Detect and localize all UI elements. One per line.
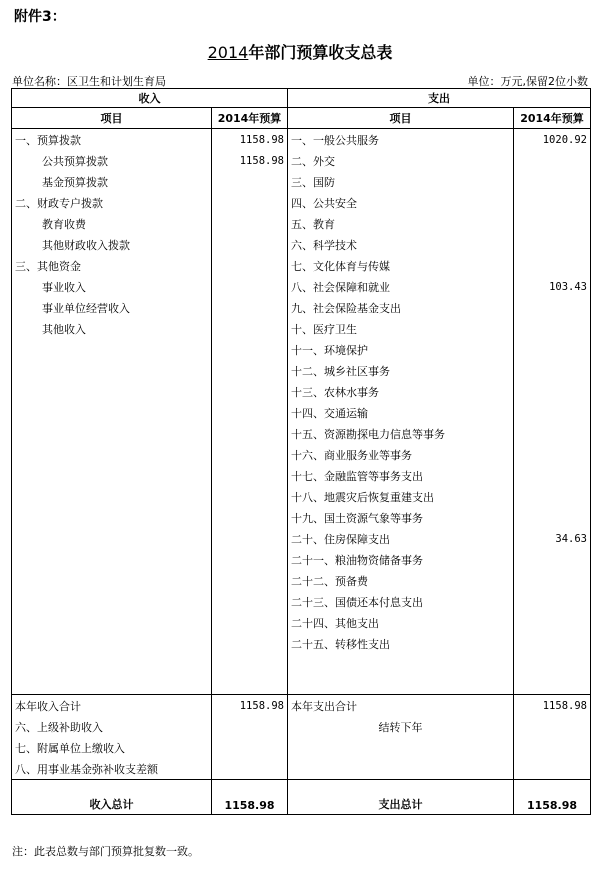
expense-total-label: 支出总计 [288, 780, 514, 815]
expense-item: 八、社会保障和就业 [288, 276, 514, 297]
table-row [12, 192, 591, 213]
income-item: 六、上级补助收入 [12, 716, 212, 737]
table-row [12, 444, 591, 465]
table-row [12, 381, 591, 402]
income-value [212, 737, 288, 758]
income-item [12, 612, 212, 633]
income-item [12, 360, 212, 381]
income-item [12, 591, 212, 612]
blank-cell [12, 654, 212, 695]
income-value: 1158.98 [212, 150, 288, 171]
income-value [212, 339, 288, 360]
expense-value [514, 716, 591, 737]
expense-item: 二十一、粮油物资储备事务 [288, 549, 514, 570]
table-row [12, 716, 591, 737]
expense-item [288, 737, 514, 758]
title-text: 年部门预算收支总表 [248, 43, 393, 62]
table-row [12, 213, 591, 234]
page-title [0, 40, 600, 63]
table-row [12, 486, 591, 507]
expense-value [514, 444, 591, 465]
income-value [212, 549, 288, 570]
table-row [12, 570, 591, 591]
income-item: 二、财政专户拨款 [12, 192, 212, 213]
income-item: 事业收入 [12, 276, 212, 297]
income-item [12, 507, 212, 528]
expense-value [514, 150, 591, 171]
income-total-label: 收入总计 [12, 780, 212, 815]
expense-item: 二十三、国债还本付息支出 [288, 591, 514, 612]
expense-value [514, 339, 591, 360]
expense-item: 十七、金融监管等事务支出 [288, 465, 514, 486]
expense-value [514, 192, 591, 213]
expense-value [514, 297, 591, 318]
expense-value [514, 318, 591, 339]
income-value [212, 381, 288, 402]
column-header-row [12, 108, 591, 129]
expense-item: 十三、农林水事务 [288, 381, 514, 402]
blank-cell [288, 654, 514, 695]
income-value [212, 633, 288, 654]
income-value [212, 612, 288, 633]
income-item [12, 549, 212, 570]
income-total-value: 1158.98 [212, 780, 288, 815]
expense-item: 十二、城乡社区事务 [288, 360, 514, 381]
table-row [12, 402, 591, 423]
income-value: 1158.98 [212, 129, 288, 151]
expense-item: 五、教育 [288, 213, 514, 234]
expense-item: 二、外交 [288, 150, 514, 171]
income-item: 一、预算拨款 [12, 129, 212, 151]
table-row [12, 633, 591, 654]
income-value [212, 486, 288, 507]
income-value [212, 192, 288, 213]
table-row [12, 318, 591, 339]
income-subtotal-label: 本年收入合计 [12, 695, 212, 717]
income-value [212, 423, 288, 444]
expense-value [514, 360, 591, 381]
expense-value [514, 633, 591, 654]
expense-item: 十九、国土资源气象等事务 [288, 507, 514, 528]
unit-note: 单位：万元,保留2位小数 [467, 75, 588, 88]
blank-cell [212, 654, 288, 695]
income-item [12, 528, 212, 549]
income-item: 八、用事业基金弥补收支差额 [12, 758, 212, 780]
expense-item: 十四、交通运输 [288, 402, 514, 423]
income-item: 其他财政收入拨款 [12, 234, 212, 255]
income-item [12, 381, 212, 402]
income-item: 教育收费 [12, 213, 212, 234]
income-value [212, 507, 288, 528]
expense-value [514, 570, 591, 591]
expense-total-value: 1158.98 [514, 780, 591, 815]
table-row [12, 276, 591, 297]
income-value [212, 528, 288, 549]
income-value [212, 758, 288, 780]
unit-name: 单位名称：区卫生和计划生育局 [12, 75, 166, 88]
carry-forward-label: 结转下年 [288, 716, 514, 737]
table-row [12, 339, 591, 360]
income-value [212, 360, 288, 381]
table-row [12, 129, 591, 151]
table-row [12, 297, 591, 318]
section-header-row [12, 89, 591, 108]
expense-value [514, 465, 591, 486]
expense-value [514, 486, 591, 507]
income-item: 其他收入 [12, 318, 212, 339]
expense-item-header: 项目 [288, 108, 514, 129]
expense-item: 二十、住房保障支出 [288, 528, 514, 549]
table-row [12, 591, 591, 612]
income-item [12, 486, 212, 507]
budget-table [11, 88, 591, 815]
income-item [12, 570, 212, 591]
expense-item: 二十二、预备费 [288, 570, 514, 591]
income-subtotal-value: 1158.98 [212, 695, 288, 717]
attachment-label: 附件3： [14, 9, 66, 25]
expense-subtotal-value: 1158.98 [514, 695, 591, 717]
income-value [212, 213, 288, 234]
expense-value [514, 591, 591, 612]
expense-value [514, 758, 591, 780]
table-row [12, 255, 591, 276]
income-item [12, 465, 212, 486]
blank-cell [514, 654, 591, 695]
table-row [12, 507, 591, 528]
expense-value [514, 171, 591, 192]
income-budget-header: 2014年预算 [212, 108, 288, 129]
income-value [212, 297, 288, 318]
income-value [212, 234, 288, 255]
income-item: 公共预算拨款 [12, 150, 212, 171]
expense-value [514, 612, 591, 633]
table-row [12, 360, 591, 381]
income-value [212, 318, 288, 339]
expense-value [514, 402, 591, 423]
table-row [12, 423, 591, 444]
income-item [12, 402, 212, 423]
expense-value [514, 423, 591, 444]
table-row [12, 528, 591, 549]
expense-value [514, 213, 591, 234]
expense-value [514, 737, 591, 758]
expense-budget-header: 2014年预算 [514, 108, 591, 129]
expense-item: 十六、商业服务业等事务 [288, 444, 514, 465]
income-value [212, 444, 288, 465]
expense-item: 四、公共安全 [288, 192, 514, 213]
title-year: 2014 [207, 43, 249, 62]
expense-item: 一、一般公共服务 [288, 129, 514, 151]
expense-item: 二十四、其他支出 [288, 612, 514, 633]
expense-value: 1020.92 [514, 129, 591, 151]
income-item: 三、其他资金 [12, 255, 212, 276]
table-row [12, 150, 591, 171]
subtotal-row [12, 695, 591, 717]
expense-value [514, 255, 591, 276]
income-value [212, 255, 288, 276]
income-value [212, 465, 288, 486]
income-value [212, 716, 288, 737]
expense-value [514, 381, 591, 402]
expense-value: 34.63 [514, 528, 591, 549]
expense-item: 十一、环境保护 [288, 339, 514, 360]
income-item: 七、附属单位上缴收入 [12, 737, 212, 758]
income-item: 基金预算拨款 [12, 171, 212, 192]
income-value [212, 171, 288, 192]
income-value [212, 276, 288, 297]
expense-item: 二十五、转移性支出 [288, 633, 514, 654]
expense-value [514, 234, 591, 255]
income-header: 收入 [12, 89, 288, 108]
expense-item: 十、医疗卫生 [288, 318, 514, 339]
expense-value [514, 507, 591, 528]
income-item: 事业单位经营收入 [12, 297, 212, 318]
table-row [12, 758, 591, 780]
expense-subtotal-label: 本年支出合计 [288, 695, 514, 717]
table-row [12, 465, 591, 486]
expense-item: 三、国防 [288, 171, 514, 192]
expense-item [288, 758, 514, 780]
footnote: 注：此表总数与部门预算批复数一致。 [12, 845, 199, 858]
income-value [212, 570, 288, 591]
income-item [12, 444, 212, 465]
expense-item: 七、文化体育与传媒 [288, 255, 514, 276]
income-value [212, 591, 288, 612]
expense-item: 十八、地震灾后恢复重建支出 [288, 486, 514, 507]
expense-header: 支出 [288, 89, 591, 108]
expense-item: 十五、资源勘探电力信息等事务 [288, 423, 514, 444]
expense-item: 九、社会保险基金支出 [288, 297, 514, 318]
expense-item: 六、科学技术 [288, 234, 514, 255]
income-value [212, 402, 288, 423]
income-item [12, 339, 212, 360]
expense-value [514, 549, 591, 570]
income-item [12, 423, 212, 444]
table-row [12, 234, 591, 255]
blank-row [12, 654, 591, 695]
income-item [12, 633, 212, 654]
table-row [12, 171, 591, 192]
total-row [12, 780, 591, 815]
table-row [12, 549, 591, 570]
income-item-header: 项目 [12, 108, 212, 129]
expense-value: 103.43 [514, 276, 591, 297]
table-row [12, 612, 591, 633]
table-row [12, 737, 591, 758]
